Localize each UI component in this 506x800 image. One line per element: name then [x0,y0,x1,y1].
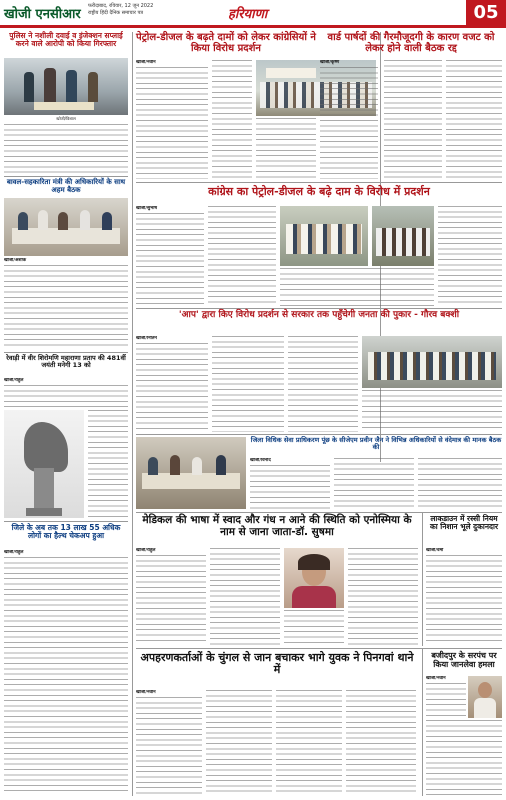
article-body [346,690,416,796]
photo [4,198,128,256]
statue-photo [4,410,84,518]
story-ward [320,32,502,54]
headline: पेट्रोल-डीजल के बढ़ते दामों को लेकर कांग्रेसियों ने किया विरोध प्रदर्शन [136,32,316,54]
article-body [4,550,128,796]
article-body [426,548,502,646]
issue-meta [88,3,228,17]
headline: रेवाड़ी में वीर शिरोमणि महाराणा प्रताप की 481वीं जयंती मनेगी 13 को [6,354,126,370]
article-body [210,548,280,646]
byline: खोजी/राहुल [136,548,156,553]
article-body [320,60,378,180]
headline: जिले के अब तक 13 लाख 55 अधिक लोगों का हैल्थ चेकअप हुआ [11,523,121,541]
headline: बजीदपुर के सरपंच पर किया जानलेवा हमला [431,651,497,669]
divider [136,434,502,435]
section-title: हरियाणा [228,7,268,22]
divider [136,182,502,183]
headline: मेडिकल की भाषा में स्वाद और गंध न आने की स्थिति को एनोस्मिया के नाम से जाना जाता-डॉ. सुषमा [142,514,412,538]
divider [136,648,502,649]
article-body [348,548,418,646]
article-body [88,410,128,518]
article-body [426,720,502,796]
headline: अपहरणकर्ताओं के चुंगल से जान बचाकर भागे युवक ने पिनगवां थाने में [140,651,414,677]
article-body [276,690,342,796]
story-anchor [136,515,418,538]
divider [4,521,128,522]
article-body [250,458,330,510]
byline: खोजी/वर्मा [426,548,444,553]
article-body [136,336,208,432]
story-sarpanch [426,652,502,670]
byline: खोजी/सुभाष [136,206,157,211]
story-left3 [4,355,128,369]
headline: बावल-सहकारिता मंत्री की अधिकारियों के साथ अहम बैठक [6,178,126,194]
article-body [256,118,316,180]
article-body [212,336,284,432]
divider [136,308,502,309]
headline: पुलिस ने नशीली दवाई व इंजेक्शन सप्लाई करने वाले आरोपी को किया गिरफ्तार [9,31,123,49]
divider [4,176,128,177]
article-body [284,610,344,646]
masthead-logo [4,2,81,24]
column-rule [422,512,423,646]
photo [4,58,128,115]
page-number: 05 [466,0,506,26]
article-body [136,60,208,180]
story-congress [136,186,502,198]
article-body [4,258,128,350]
byline: खोजी/विनोद [250,458,271,463]
story-left4 [4,524,128,541]
byline: खोजी/राहुल [4,550,24,555]
headline: वार्ड पार्षदों की गैरमौजूदगी के कारण वजट को लेकर होने वाली बैठक रद्द [327,32,495,54]
article-body [136,206,204,306]
protest-photo [372,206,434,266]
article-body [206,690,272,796]
story-left1 [4,32,128,49]
column-rule [422,648,423,796]
story-lockdown [426,515,502,532]
article-body [426,676,466,718]
photo-caption: खोजी/विशाल [56,116,76,121]
headline: कांग्रेस का पेट्रोल-डीजल के बढ़े दाम के विरोध में प्रदर्शन [208,185,430,198]
article-body [4,124,128,174]
headline: 'आप' द्वारा किए विरोध प्रदर्शन से सरकार तक पहुँचेगी जनता की पुकार - गौरव बक्शी [178,310,460,320]
article-body [438,206,502,306]
divider [136,512,502,513]
article-body [418,458,502,510]
article-body [362,390,502,432]
story-aap [136,311,502,321]
article-body [280,268,434,306]
article-body [4,378,128,408]
article-body [136,548,206,646]
masthead-title: खोजी एनसीआर [4,7,81,22]
headline: जिला विधिक सेवा प्राधिकरण पूंछ के सीजेएम प्रवीन जैन ने विभिन्न अधिकारियों से वंदेमात्र की मानक बैठक की [250,436,502,452]
article-body [208,206,276,306]
byline: खोजी/राहुल [4,378,24,383]
byline: खोजी/अशोक [4,258,27,263]
byline: खोजी/कृष्ण [320,60,340,65]
byline: खोजी/नवीन [136,690,156,695]
divider [4,352,128,353]
byline: खोजी/नितिन [136,336,157,341]
masthead-bar [0,0,506,28]
portrait-photo [468,676,502,718]
article-body [446,60,502,180]
story-sewa [250,437,502,451]
issue-date: फरीदाबाद, रविवार, 12 जून 2022 [88,3,154,9]
article-body [384,60,442,180]
portrait-photo [284,548,344,608]
issue-tagline: राष्ट्रीय हिंदी दैनिक समाचार पत्र [88,10,144,16]
article-body [136,690,202,796]
story-petrol [136,32,316,54]
byline: खोजी/नवीन [426,676,446,681]
story-kidnap [136,652,418,676]
article-body [334,458,414,510]
protest-photo [280,206,368,266]
headline: लाकडाउन में रस्सी नियम का निशान भूले दुकानदार [429,514,499,532]
meeting-photo [136,437,246,509]
protest-photo [362,336,502,388]
story-left2 [4,179,128,194]
byline: खोजी/नवीन [136,60,156,65]
column-rule [132,32,133,796]
article-body [288,336,358,432]
article-body [212,60,252,180]
